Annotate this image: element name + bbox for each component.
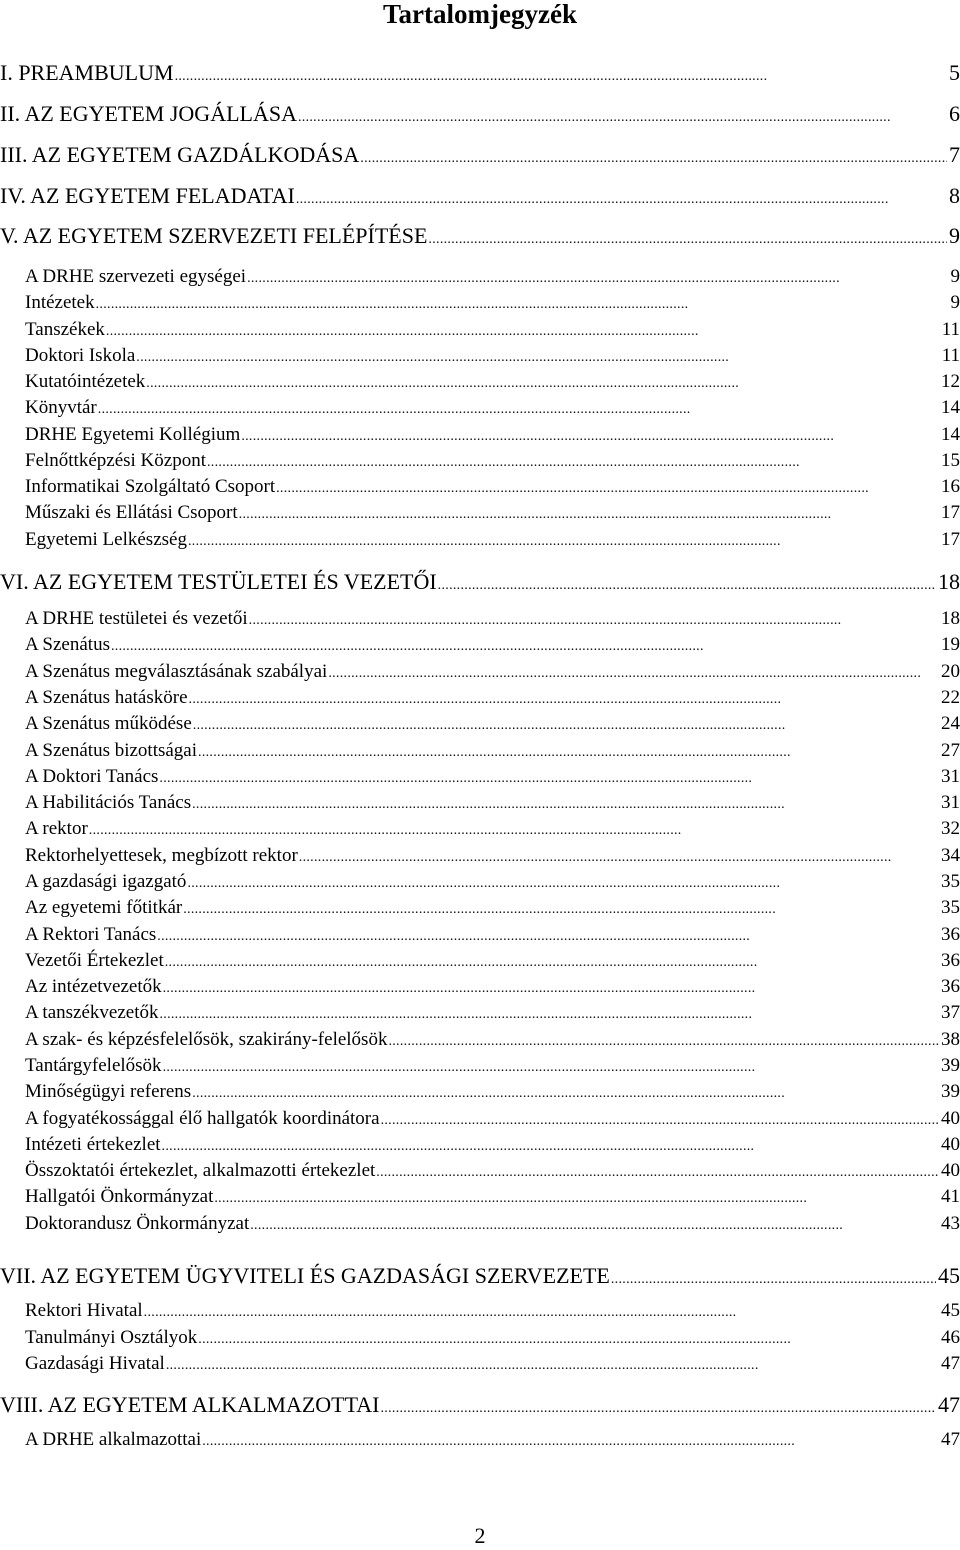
toc-entry[interactable] [25,1212,960,1238]
toc-entry-label: Könyvtár [25,397,97,418]
toc-entry-label: Műszaki és Ellátási Csoport [25,502,238,523]
dot-leader [159,1003,939,1027]
toc-entry[interactable] [25,660,960,686]
toc-entry-label: Összoktatói értekezlet, alkalmazotti értekezlet [25,1160,376,1181]
toc-entry-page: 20 [941,661,960,682]
dot-leader [276,477,939,501]
dot-leader [299,846,939,870]
toc-entry-label: A szak- és képzésfelelősök, szakirány-felelősök [25,1029,388,1050]
toc-entry-page: 14 [941,397,960,418]
toc-entry-page: 47 [938,1392,960,1417]
toc-entry-page: 27 [941,740,960,761]
toc-entry[interactable] [25,923,960,949]
toc-entry-label: VI. AZ EGYETEM TESTÜLETEI ÉS VEZETŐI [0,569,437,594]
dot-leader [296,188,947,212]
dot-leader [89,819,939,843]
toc-entry[interactable] [25,501,960,527]
toc-entry-page: 22 [941,687,960,708]
dot-leader [249,609,939,633]
dot-leader [188,530,939,554]
dot-leader [187,872,939,896]
toc-entry-page: 11 [941,345,960,366]
toc-entry[interactable] [25,1080,960,1106]
toc-entry[interactable] [25,949,960,975]
dot-leader [165,951,939,975]
dot-leader [202,1430,939,1454]
dot-leader [214,1187,939,1211]
toc-entry[interactable] [25,1299,960,1325]
dot-leader [157,925,939,949]
toc-entry-label: A Szenátus [25,634,110,655]
toc-entry[interactable] [25,423,960,449]
dot-leader [162,1135,939,1159]
toc-entry[interactable] [25,1352,960,1378]
toc-entry-page: 18 [938,569,960,594]
toc-entry-page: 15 [941,450,960,471]
dot-leader [163,1056,939,1080]
toc-entry[interactable] [25,475,960,501]
toc-entry[interactable] [25,528,960,554]
toc-entry[interactable] [0,1264,960,1292]
toc-entry-page: 40 [941,1134,960,1155]
toc-entry[interactable] [25,870,960,896]
toc-entry-label: Gazdasági Hivatal [25,1353,165,1374]
toc-entry-page: 38 [941,1029,960,1050]
dot-leader [438,574,936,598]
toc-entry-label: Doktorandusz Önkormányzat [25,1213,250,1234]
toc-entry-label: A tanszékvezetők [25,1002,159,1023]
toc-entry[interactable] [0,143,960,171]
toc-entry-page: 39 [941,1055,960,1076]
toc-entry-label: Tanszékek [25,319,105,340]
toc-entry[interactable] [25,344,960,370]
dot-leader [166,1354,939,1378]
toc-entry-page: 47 [941,1353,960,1374]
dot-leader [328,662,939,686]
toc-entry-page: 36 [941,950,960,971]
toc-entry[interactable] [25,765,960,791]
toc-entry[interactable] [25,633,960,659]
toc-entry-label: II. AZ EGYETEM JOGÁLLÁSA [0,101,297,126]
toc-entry-page: 14 [941,424,960,445]
toc-entry-page: 6 [949,101,960,126]
toc-entry-page: 18 [941,608,960,629]
toc-entry-page: 32 [941,818,960,839]
toc-entry-label: Egyetemi Lelkészség [25,529,187,550]
toc-entry-label: A Szenátus működése [25,713,192,734]
dot-leader [207,451,939,475]
toc-entry-page: 45 [938,1263,960,1288]
toc-entry-page: 5 [949,60,960,85]
toc-entry[interactable] [25,1107,960,1133]
toc-entry-page: 35 [941,897,960,918]
dot-leader [360,147,947,171]
toc-entry-label: Intézetek [25,292,95,313]
toc-entry[interactable] [25,396,960,422]
dot-leader [376,1161,939,1185]
toc-entry-label: Doktori Iskola [25,345,136,366]
dot-leader [144,1301,939,1325]
dot-leader [192,793,939,817]
toc-entry[interactable] [0,102,960,130]
toc-entry-label: Kutatóintézetek [25,371,146,392]
toc-entry-page: 31 [941,792,960,813]
dot-leader [239,503,939,527]
toc-entry-label: A DRHE testületei és vezetői [25,608,248,629]
toc-entry[interactable] [0,224,960,252]
toc-entry[interactable] [0,570,960,598]
dot-leader [611,1268,936,1292]
toc-entry-page: 24 [941,713,960,734]
toc-entry[interactable] [25,449,960,475]
dot-leader [183,898,939,922]
toc-entry-label: Intézeti értekezlet [25,1134,161,1155]
toc-entry[interactable] [25,1326,960,1352]
toc-entry-label: A gazdasági igazgató [25,871,187,892]
toc-entry[interactable] [25,1028,960,1054]
toc-entry[interactable] [25,1185,960,1211]
toc-entry-label: DRHE Egyetemi Kollégium [25,424,241,445]
toc-entry-page: 41 [941,1186,960,1207]
dot-leader [388,1030,939,1054]
toc-entry-page: 36 [941,976,960,997]
toc-entry[interactable] [25,844,960,870]
dot-leader [111,635,939,659]
toc-entry-page: 31 [941,766,960,787]
toc-entry[interactable] [25,1054,960,1080]
toc-entry-page: 12 [941,371,960,392]
page-title: Tartalomjegyzék [383,0,577,29]
toc-entry-label: I. PREAMBULUM [0,60,174,85]
toc-entry-page: 11 [941,319,960,340]
dot-leader [198,741,939,765]
toc-entry-page: 17 [941,502,960,523]
toc-entry-page: 47 [941,1429,960,1450]
toc-entry[interactable] [25,791,960,817]
dot-leader [96,293,949,317]
toc-entry[interactable] [0,61,960,89]
toc-entry-page: 7 [949,142,960,167]
toc-entry-label: VII. AZ EGYETEM ÜGYVITELI ÉS GAZDASÁGI SZERVEZETE [0,1263,610,1288]
dot-leader [250,1214,939,1238]
dot-leader [428,228,947,252]
toc-entry-label: Rektori Hivatal [25,1300,143,1321]
toc-entry-page: 43 [941,1213,960,1234]
toc-entry-page: 9 [950,266,960,287]
dot-leader [163,977,939,1001]
toc-entry-label: VIII. AZ EGYETEM ALKALMAZOTTAI [0,1392,380,1417]
dot-leader [298,106,947,130]
toc-entry[interactable] [25,817,960,843]
toc-entry-page: 9 [950,292,960,313]
dot-leader [106,320,940,344]
page-number: 2 [474,1523,486,1548]
toc-entry-label: Minőségügyi referens [25,1081,192,1102]
toc-entry[interactable] [25,712,960,738]
toc-entry-label: Az intézetvezetők [25,976,162,997]
toc-entry-label: Hallgatói Önkormányzat [25,1186,214,1207]
toc-entry[interactable] [25,607,960,633]
toc-entry-page: 40 [941,1108,960,1129]
dot-leader [193,714,939,738]
toc-entry-label: A fogyatékossággal élő hallgatók koordinátora [25,1108,380,1129]
toc-entry[interactable] [25,265,960,291]
toc-entry[interactable] [25,1001,960,1027]
dot-leader [159,767,939,791]
toc-entry[interactable] [25,1133,960,1159]
dot-leader [247,267,948,291]
toc-entry[interactable] [25,739,960,765]
toc-entry-page: 17 [941,529,960,550]
toc-entry-page: 16 [941,476,960,497]
toc-entry-label: A rektor [25,818,88,839]
toc-entry-page: 40 [941,1160,960,1181]
toc-entry[interactable] [25,318,960,344]
toc-entry-page: 35 [941,871,960,892]
dot-leader [175,65,947,89]
toc-entry-page: 9 [949,223,960,248]
toc-entry-label: A Doktori Tanács [25,766,159,787]
toc-entry-label: A Szenátus megválasztásának szabályai [25,661,328,682]
toc-entry-label: IV. AZ EGYETEM FELADATAI [0,183,295,208]
dot-leader [189,688,939,712]
dot-leader [198,1328,939,1352]
toc-entry-label: A Szenátus bizottságai [25,740,198,761]
toc-entry[interactable] [25,1428,960,1454]
dot-leader [146,372,939,396]
toc-entry-label: A Szenátus hatásköre [25,687,188,708]
toc-entry-label: A Habilitációs Tanács [25,792,192,813]
toc-entry-page: 34 [941,845,960,866]
toc-entry-page: 8 [949,183,960,208]
toc-entry-page: 39 [941,1081,960,1102]
dot-leader [192,1082,939,1106]
toc-entry-label: A Rektori Tanács [25,924,157,945]
toc-entry-label: Felnőttképzési Központ [25,450,206,471]
toc-entry-label: A DRHE alkalmazottai [25,1429,202,1450]
toc-entry[interactable] [0,184,960,212]
toc-entry-label: III. AZ EGYETEM GAZDÁLKODÁSA [0,142,360,167]
toc-entry-page: 19 [941,634,960,655]
dot-leader [98,398,939,422]
toc-entry-page: 46 [941,1327,960,1348]
toc-entry[interactable] [25,896,960,922]
dot-leader [136,346,939,370]
toc-entry-label: V. AZ EGYETEM SZERVEZETI FELÉPÍTÉSE [0,223,428,248]
toc-entry-label: Az egyetemi főtitkár [25,897,183,918]
toc-entry[interactable] [25,1159,960,1185]
toc-entry[interactable] [25,291,960,317]
toc-entry-page: 45 [941,1300,960,1321]
toc-entry-label: A DRHE szervezeti egységei [25,266,247,287]
toc-entry-page: 36 [941,924,960,945]
toc-entry-label: Vezetői Értekezlet [25,950,164,971]
toc-entry[interactable] [25,975,960,1001]
toc-entry-label: Tanulmányi Osztályok [25,1327,198,1348]
toc-entry[interactable] [25,686,960,712]
toc-entry-label: Rektorhelyettesek, megbízott rektor [25,845,298,866]
dot-leader [381,1397,937,1421]
toc-entry[interactable] [0,1393,960,1421]
toc-entry[interactable] [25,370,960,396]
toc-entry-label: Informatikai Szolgáltató Csoport [25,476,276,497]
dot-leader [381,1109,939,1133]
dot-leader [241,425,939,449]
toc-entry-label: Tantárgyfelelősök [25,1055,162,1076]
toc-entry-page: 37 [941,1002,960,1023]
